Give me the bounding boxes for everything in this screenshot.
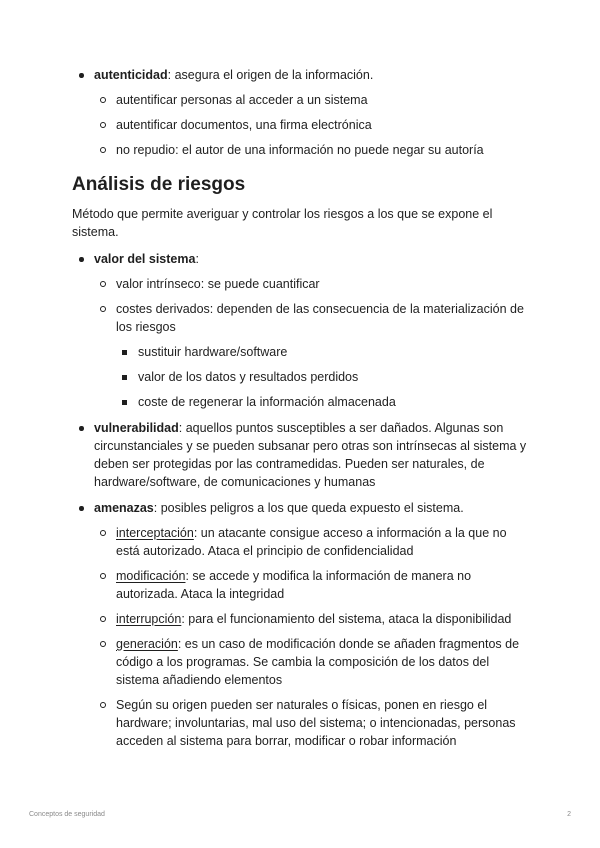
list-item-autenticidad — [72, 66, 530, 159]
term-modificacion: modificación — [116, 569, 186, 583]
term-autenticidad: autenticidad — [94, 68, 168, 82]
term-vulnerabilidad: vulnerabilidad — [94, 421, 179, 435]
list-item: valor intrínseco: se puede cuantificar — [94, 275, 530, 293]
valor-sublist — [94, 275, 530, 411]
section-heading: Análisis de riesgos — [72, 174, 246, 195]
list-item: autentificar documentos, una firma electrónica — [94, 116, 530, 134]
definition-amenazas: : posibles peligros a los que queda expuesto el sistema. — [153, 501, 464, 515]
list-item-modificacion — [94, 567, 530, 603]
document-body — [72, 66, 530, 758]
term-interceptacion: interceptación — [116, 526, 194, 540]
definition-text: : se accede y modifica la información de manera no autorizada. Ataca la integridad — [116, 569, 472, 601]
list-item-interceptacion — [94, 524, 530, 560]
definition-vulnerabilidad: : aquellos puntos susceptibles a ser dañados. Algunas son circunstanciales y se pueden subsanar pero otras son intrínsecas al sistema y deben ser protegidas por las contramedidas. Pueden ser naturales, de hardware/software, de comunicaciones y humanas — [94, 421, 527, 489]
definition-autenticidad: : asegura el origen de la información. — [167, 68, 374, 82]
list-item-vulnerabilidad — [72, 419, 530, 491]
amenazas-sublist — [94, 524, 530, 750]
list-item-amenazas — [72, 499, 530, 750]
list-item: coste de regenerar la información almacenada — [116, 393, 530, 411]
costes-text: costes derivados: dependen de las consecuencia de la materialización de los riesgos — [116, 302, 524, 334]
costes-sublist — [116, 343, 530, 411]
term-generacion: generación — [116, 637, 178, 651]
page-number: 2 — [567, 811, 571, 818]
section-description: Método que permite averiguar y controlar los riesgos a los que se expone el sistema. — [72, 207, 493, 239]
list-item: valor de los datos y resultados perdidos — [116, 368, 530, 386]
list-item-interrupcion — [94, 610, 530, 628]
list-item-valor — [72, 250, 530, 411]
list-item: sustituir hardware/software — [116, 343, 530, 361]
term-interrupcion: interrupción — [116, 612, 182, 626]
definition-text: : un atacante consigue acceso a información a la que no está autorizado. Ataca el principio de confidencialidad — [116, 526, 507, 558]
list-item-generacion — [94, 635, 530, 689]
risk-list — [72, 250, 530, 750]
term-amenazas: amenazas — [94, 501, 154, 515]
definition-text: : para el funcionamiento del sistema, ataca la disponibilidad — [181, 612, 512, 626]
intro-list — [72, 66, 530, 159]
footer-title: Conceptos de seguridad — [29, 811, 105, 818]
term-suffix: : — [195, 252, 199, 266]
list-item-costes — [94, 300, 530, 411]
term-valor: valor del sistema — [94, 252, 196, 266]
autenticidad-sublist — [94, 91, 530, 159]
list-item: autentificar personas al acceder a un sistema — [94, 91, 530, 109]
list-item: no repudio: el autor de una información no puede negar su autoría — [94, 141, 530, 159]
list-item-origen: Según su origen pueden ser naturales o físicas, ponen en riesgo el hardware; involuntarias, mal uso del sistema; o intencionadas, personas acceden al sistema para borrar, modificar o robar información — [94, 696, 530, 750]
definition-text: : es un caso de modificación donde se añaden fragmentos de código a los programas. Se cambia la composición de los datos del sistema añadiendo elementos — [116, 637, 520, 687]
